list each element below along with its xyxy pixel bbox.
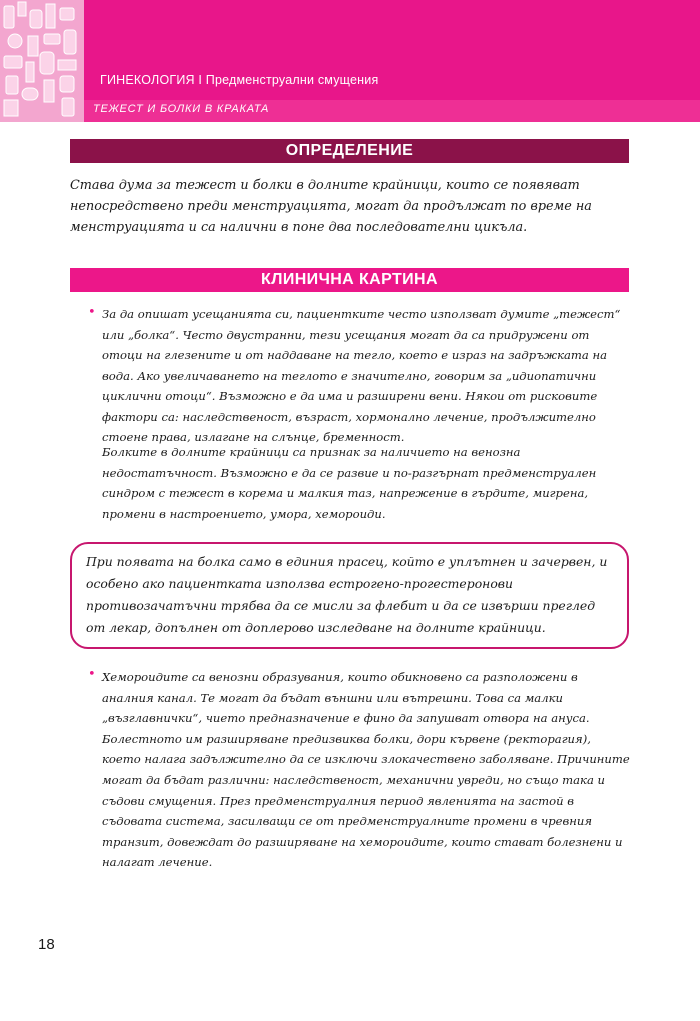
- section-subtitle: ТЕЖЕСТ И БОЛКИ В КРАКАТА: [93, 103, 270, 115]
- clinical-paragraph-1: За да опишат усещанията си, пациентките често използват думите „тежест“ или „болка“. Често двустранни, тези усещания могат да са придружени от отоци на глезените и от наддаване на тегло, което е израз на задръжката на вода. Ако увеличаването на теглото е значително, говорим за „идиопатични циклични отоци“. Възможно е да има и разширени вени. Някои от рисковите фактори са: наследственост, възраст, хормонално лечение, продължително стоене права, излагане на слънце, бременност.: [102, 307, 621, 444]
- callout-text: При появата на болка само в единия прасец, който е уплътнен и зачервен, и особено ако пациентката използва естрогено-прогестеронови противозачатъчни трябва да се мисли за флебит и да се извърши преглед от лекар, допълнен от доплерово изследване на долните крайници.: [86, 554, 608, 635]
- clinical-paragraph-1b: Болките в долните крайници са признак за наличието на венозна недостатъчност. Възможно е да се развие и по-разгърнат предменструален синдром с тежест в корема и малкия таз, напрежение в гърдите, мигрена, промени в настроението, умора, хемороиди.: [102, 445, 597, 521]
- bullet-icon: •: [88, 667, 96, 682]
- bullet-icon: •: [88, 305, 96, 320]
- page-number: 18: [38, 936, 55, 953]
- cosmetics-pattern-icon: [0, 0, 84, 122]
- hemorrhoids-paragraph: Хемороидите са венозни образувания, които обикновено са разположени в аналния канал. Те могат да бъдат външни или вътрешни. Това са малки „възглавнички“, чието предназначение е фино да запушват отвора на ануса. Болестното им разширяване предизвиква болки, дори кървене (ректорагия), което налага задължително да се изключи злокачествено заболяване. Причините могат да бъдат различни: наследственост, механични увреди, но също така и съдови смущения. През предменструалния период явленията на застой в съдовата система, засилващи се от предменструалните промени в чревния транзит, довеждат до разширяване на хемороидите, които стават болезнени и налагат лечение.: [102, 670, 630, 870]
- definition-text: Става дума за тежест и болки в долните крайници, които се появяват непосредствено преди менструацията, могат да продължат по време на менструацията и са налични в поне два последователни цикъла.: [70, 178, 592, 235]
- definition-heading: ОПРЕДЕЛЕНИЕ: [70, 139, 629, 163]
- clinical-heading: КЛИНИЧНА КАРТИНА: [70, 268, 629, 292]
- chapter-title: ГИНЕКОЛОГИЯ I Предменструални смущения: [100, 73, 379, 87]
